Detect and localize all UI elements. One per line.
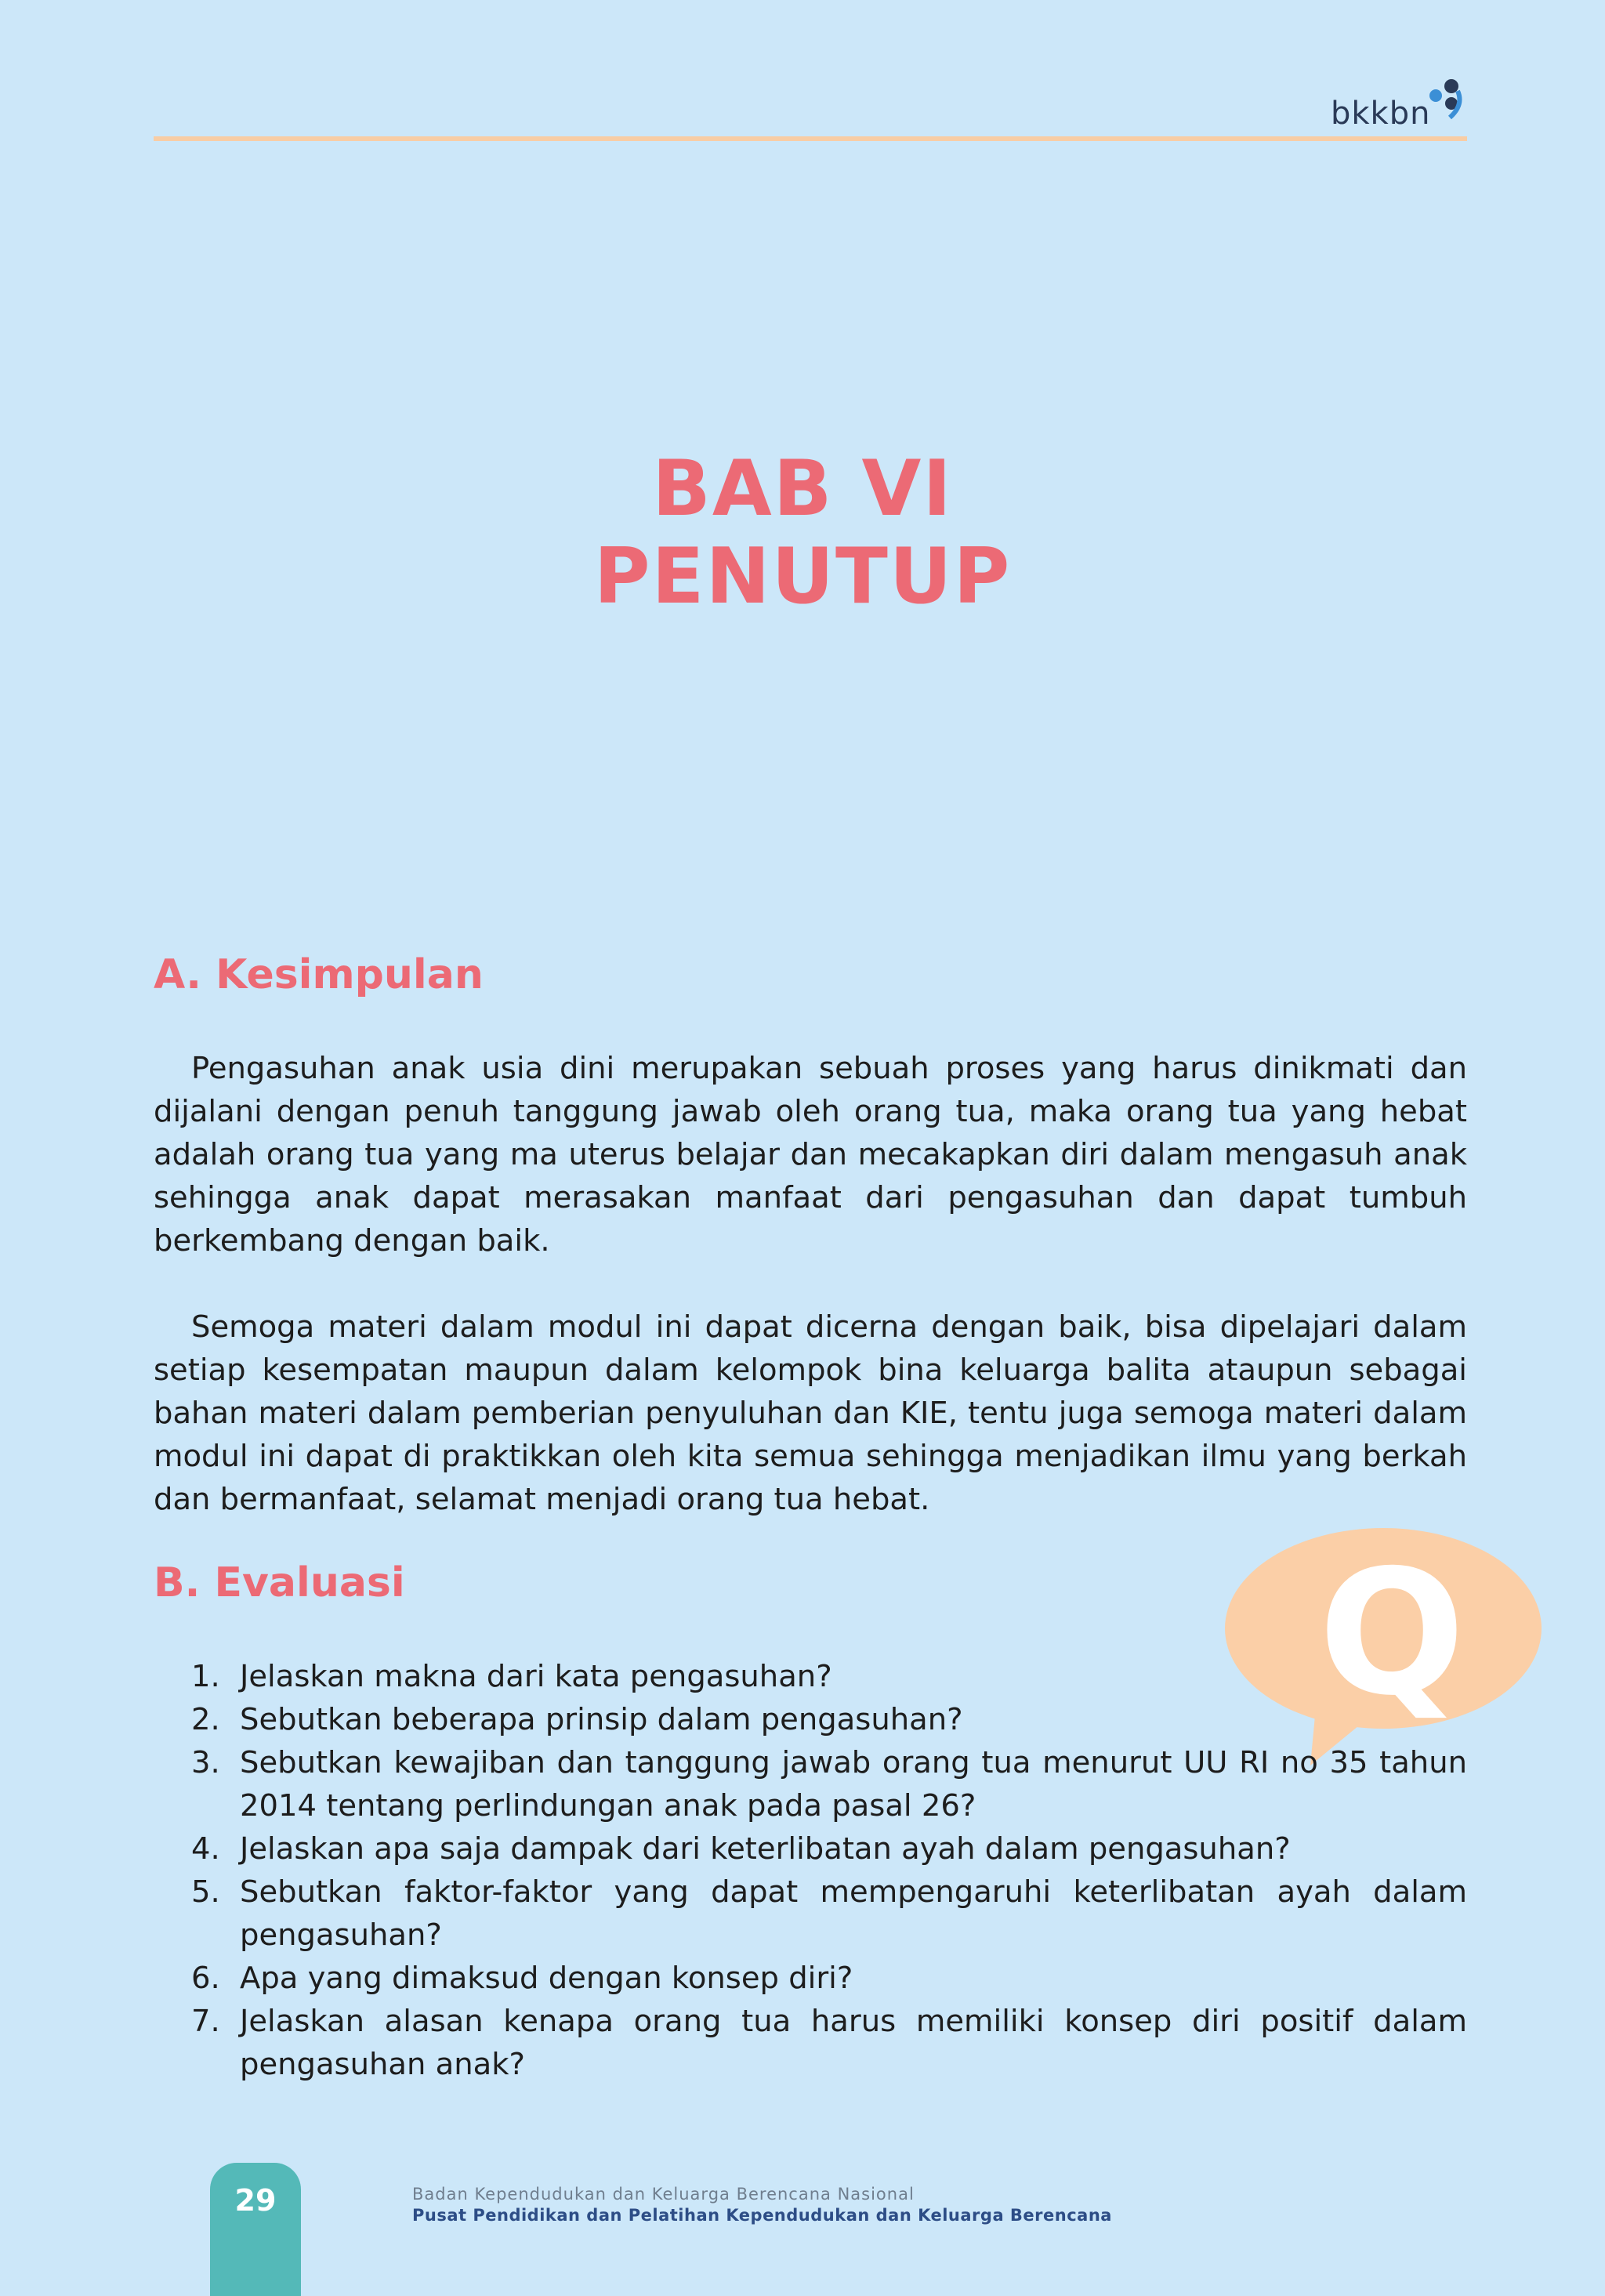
chapter-number: BAB VI — [652, 444, 953, 534]
chapter-name: PENUTUP — [593, 532, 1012, 621]
bubble-letter: Q — [1318, 1533, 1466, 1733]
list-item: 1. Jelaskan makna dari kata pengasuhan? — [191, 1659, 832, 1694]
conclusion-paragraph-1: Pengasuhan anak usia dini merupakan sebuah proses yang harus dinikmati dan dijalani dengan penuh tanggung jawab oleh orang tua, maka orang tua yang hebat adalah orang tua yang ma uterus belajar dan mecakapkan diri dalam mengasuh anak sehingga anak dapat merasakan manfaat dari pengasuhan dan dapat tumbuh berkembang dengan baik. — [154, 1051, 1467, 1258]
logo-text: bkkbn — [1331, 96, 1431, 132]
page-number: 29 — [210, 2163, 301, 2296]
footer-organization: Badan Kependudukan dan Keluarga Berencana Nasional — [412, 2185, 915, 2204]
footer-training-center: Pusat Pendidikan dan Pelatihan Kependudukan dan Keluarga Berencana — [412, 2206, 1112, 2225]
header-divider — [154, 136, 1467, 141]
section-a-heading: A. Kesimpulan — [154, 951, 484, 998]
conclusion-paragraph-2: Semoga materi dalam modul ini dapat dicerna dengan baik, bisa dipelajari dalam setiap kesempatan maupun dalam kelompok bina keluarga balita ataupun sebagai bahan materi dalam pemberian penyuluhan dan KIE, tentu juga semoga materi dalam modul ini dapat di praktikkan oleh kita semua sehingga menjadikan ilmu yang berkah dan bermanfaat, selamat menjadi orang tua hebat. — [154, 1309, 1467, 1517]
list-item: 5. Sebutkan faktor-faktor yang dapat mempengaruhi keterlibatan ayah dalam pengasuhan? — [191, 1874, 1467, 1953]
bkkbn-logo — [1331, 78, 1466, 135]
chapter-title — [0, 445, 1605, 621]
logo-dots-icon — [1418, 78, 1467, 125]
list-item: 7. Jelaskan alasan kenapa orang tua harus memiliki konsep diri positif dalam pengasuhan anak? — [191, 2004, 1467, 2082]
list-item: 2. Sebutkan beberapa prinsip dalam pengasuhan? — [191, 1702, 963, 1737]
list-item: 6. Apa yang dimaksud dengan konsep diri? — [191, 1961, 853, 1996]
evaluation-list — [154, 1655, 1467, 2086]
section-b-heading: B. Evaluasi — [154, 1559, 405, 1606]
list-item: 3. Sebutkan kewajiban dan tanggung jawab orang tua menurut UU RI no 35 tahun 2014 tentang perlindungan anak pada pasal 26? — [191, 1745, 1467, 1823]
list-item: 4. Jelaskan apa saja dampak dari keterlibatan ayah dalam pengasuhan? — [191, 1831, 1291, 1867]
